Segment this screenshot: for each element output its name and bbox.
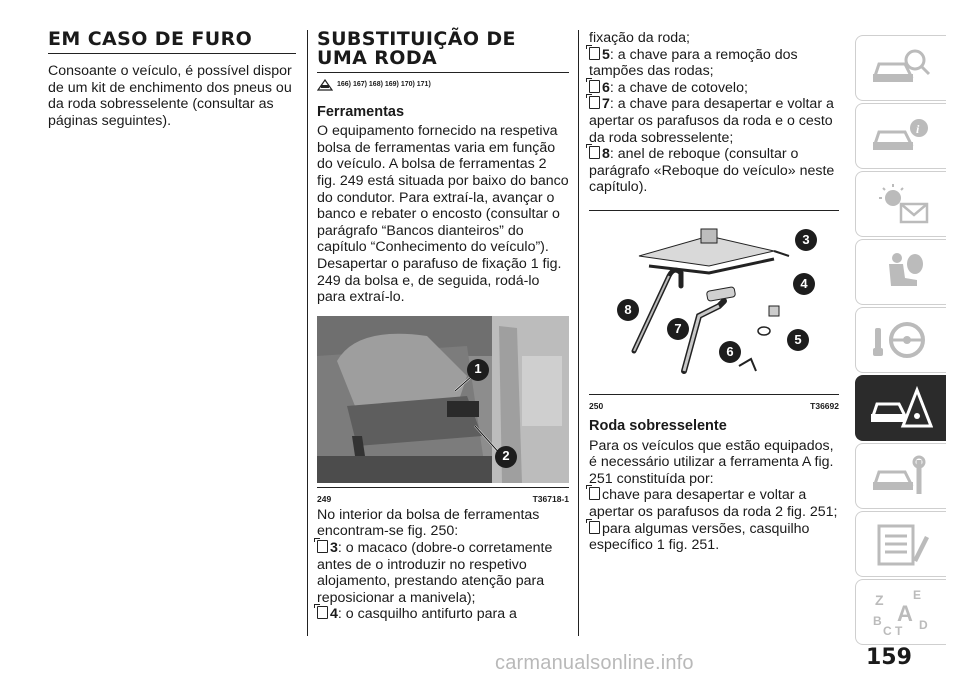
spare-wheel-text: Para os veículos que estão equipados, é necessário utilizar a ferramenta A fig. 251 constituída por: bbox=[589, 437, 834, 487]
index-az-icon bbox=[869, 587, 933, 637]
tools-text: O equipamento fornecido na respetiva bolsa de ferramentas varia em função do veículo. A bolsa de ferramentas 2 fig. 249 está situada por baixo do banco do condutor. Para extraí-la, avançar o banco e rebater o encosto (consultar o parágrafo “Bancos dianteiros” do capítulo “Conhecimento do veículo”). Desapertar o parafuso de fixação 1 fig. 249 da bolsa e, de seguida, rodá-lo para extraí-lo. bbox=[317, 123, 569, 306]
svg-text:B: B bbox=[873, 614, 882, 628]
watermark: carmanualsonline.info bbox=[495, 652, 694, 674]
callout-8: 8 bbox=[617, 299, 639, 321]
seat-toolbag-photo bbox=[317, 316, 569, 483]
list-item: para algumas versões, casquilho específico 1 fig. 251. bbox=[589, 520, 810, 554]
svg-text:Z: Z bbox=[875, 592, 884, 608]
tab-car-service[interactable] bbox=[855, 443, 946, 509]
figure-number: 250 bbox=[589, 400, 604, 411]
figure-249 bbox=[317, 316, 569, 505]
figure-number: 249 bbox=[317, 494, 332, 505]
car-service-icon bbox=[869, 454, 933, 498]
figure-caption bbox=[317, 487, 569, 508]
tab-breakdown[interactable] bbox=[855, 375, 946, 441]
list-item: chave para desapertar e voltar a apertar os parafusos da roda 2 fig. 251; bbox=[589, 487, 838, 520]
checkbox-bullet-icon bbox=[589, 96, 600, 109]
list-item: 4: o casquilho antifurto para a bbox=[317, 606, 569, 623]
warning-triangle-icon bbox=[317, 79, 333, 91]
svg-text:C: C bbox=[883, 624, 892, 637]
checkbox-bullet-icon bbox=[317, 606, 328, 619]
callout-3: 3 bbox=[795, 229, 817, 251]
warning-lights-icon bbox=[869, 182, 933, 226]
list-item: 7: a chave para desapertar e voltar a apertar os parafusos da roda e o cesto da roda sobresselente; bbox=[589, 96, 834, 146]
section-wheel-change-cont bbox=[589, 30, 839, 554]
tab-steering-key[interactable] bbox=[855, 307, 946, 373]
svg-text:A: A bbox=[897, 601, 913, 626]
checkbox-bullet-icon bbox=[589, 80, 600, 93]
specs-sheet-icon bbox=[869, 522, 933, 566]
page-number: 159 bbox=[866, 645, 912, 670]
toolbag-contents-text: No interior da bolsa de ferramentas encontram-se fig. 250: bbox=[317, 506, 540, 540]
tab-index[interactable] bbox=[855, 579, 946, 645]
section-title: SUBSTITUIÇÃO DE UMA RODA bbox=[317, 30, 569, 73]
section-title: EM CASO DE FURO bbox=[48, 30, 296, 54]
callout-5: 5 bbox=[787, 329, 809, 351]
checkbox-bullet-icon bbox=[589, 487, 600, 500]
callout-7: 7 bbox=[667, 318, 689, 340]
figure-caption bbox=[589, 394, 839, 415]
checkbox-bullet-icon bbox=[317, 540, 328, 553]
callout-6: 6 bbox=[719, 341, 741, 363]
checkbox-bullet-icon bbox=[589, 146, 600, 159]
column-divider bbox=[307, 30, 308, 636]
figure-250 bbox=[589, 210, 839, 411]
section-wheel-change bbox=[317, 30, 569, 623]
checkbox-bullet-icon bbox=[589, 521, 600, 534]
tab-specs[interactable] bbox=[855, 511, 946, 577]
svg-text:T: T bbox=[895, 624, 903, 637]
column-divider bbox=[578, 30, 579, 636]
steering-wheel-key-icon bbox=[869, 318, 933, 362]
car-info-icon bbox=[869, 114, 933, 158]
list-item: 3: o macaco (dobre-o corretamente antes de o introduzir no respetivo alojamento, prestando atenção para reposicionar a manivela); bbox=[317, 539, 553, 606]
list-item: 8: anel de reboque (consultar o parágrafo «Reboque do veículo» neste capítulo). bbox=[589, 146, 835, 196]
subheading-tools: Ferramentas bbox=[317, 103, 405, 120]
list-item: 5: a chave para a remoção dos tampões das rodas; bbox=[589, 46, 798, 80]
tab-car-search[interactable] bbox=[855, 35, 946, 101]
flat-tyre-text: Consoante o veículo, é possível dispor de um kit de enchimento dos pneus ou da roda sobresselente (consultar as páginas seguintes). bbox=[48, 63, 292, 129]
car-search-icon bbox=[869, 46, 933, 90]
car-breakdown-icon bbox=[869, 386, 933, 430]
airbag-seat-icon bbox=[869, 250, 933, 294]
figure-code: T36718-1 bbox=[532, 494, 569, 505]
checkbox-bullet-icon bbox=[589, 47, 600, 60]
callout-2: 2 bbox=[495, 446, 517, 468]
tab-car-info[interactable] bbox=[855, 103, 946, 169]
svg-text:D: D bbox=[919, 618, 928, 632]
continued-text: fixação da roda; bbox=[589, 30, 690, 46]
svg-text:i: i bbox=[916, 122, 920, 136]
warning-references: 166) 167) 168) 169) 170) 171) bbox=[317, 77, 569, 94]
list-item: 6: a chave de cotovelo; bbox=[589, 80, 839, 97]
section-flat-tyre bbox=[48, 30, 296, 129]
figure-code: T36692 bbox=[810, 400, 839, 411]
subheading-spare-wheel: Roda sobresselente bbox=[589, 417, 727, 434]
callout-4: 4 bbox=[793, 273, 815, 295]
tab-warning-lights[interactable] bbox=[855, 171, 946, 237]
svg-text:E: E bbox=[913, 588, 922, 602]
tab-airbag-seat[interactable] bbox=[855, 239, 946, 305]
callout-1: 1 bbox=[467, 359, 489, 381]
